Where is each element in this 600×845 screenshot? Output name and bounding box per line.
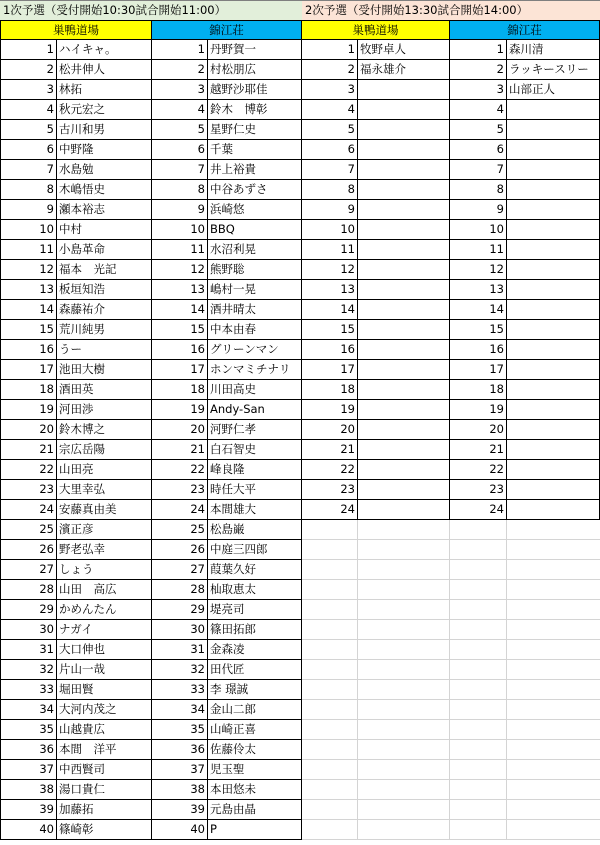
kinkoso-number-cell[interactable]: 35: [152, 720, 208, 740]
sugamo-name-cell[interactable]: 大里幸弘: [57, 480, 152, 500]
sugamo-number-cell[interactable]: 12: [0, 260, 57, 280]
kinkoso-number-cell[interactable]: 20: [450, 420, 507, 440]
sugamo-name-cell[interactable]: 本間 洋平: [57, 740, 152, 760]
kinkoso-number-cell[interactable]: 25: [152, 520, 208, 540]
sugamo-number-cell[interactable]: 1: [0, 40, 57, 60]
sugamo-name-cell[interactable]: 安藤真由美: [57, 500, 152, 520]
sugamo-name-cell[interactable]: 木嶋悟史: [57, 180, 152, 200]
kinkoso-number-cell[interactable]: 14: [152, 300, 208, 320]
gridline: [302, 759, 600, 760]
sugamo-number-cell[interactable]: 18: [0, 380, 57, 400]
sugamo-number-cell[interactable]: 39: [0, 800, 57, 820]
kinkoso-number-cell[interactable]: 14: [450, 300, 507, 320]
sugamo-number-cell[interactable]: 23: [0, 480, 57, 500]
kinkoso-number-cell[interactable]: 38: [152, 780, 208, 800]
sugamo-name-cell[interactable]: [358, 240, 450, 260]
kinkoso-number-cell[interactable]: 20: [152, 420, 208, 440]
kinkoso-name-cell[interactable]: 丹野賀一: [208, 40, 302, 60]
sugamo-number-cell[interactable]: 7: [0, 160, 57, 180]
gridline: [302, 539, 600, 540]
sugamo-name-cell[interactable]: 牧野卓人: [358, 40, 450, 60]
kinkoso-number-cell[interactable]: 18: [450, 380, 507, 400]
sugamo-name-cell[interactable]: 中村: [57, 220, 152, 240]
sugamo-name-cell[interactable]: [358, 420, 450, 440]
sugamo-name-cell[interactable]: 福永雄介: [358, 60, 450, 80]
sugamo-name-cell[interactable]: 片山一哉: [57, 660, 152, 680]
prelim1-title[interactable]: 1次予選（受付開始10:30試合開始11:00）: [0, 0, 302, 20]
sugamo-name-cell[interactable]: ハイキャ。: [57, 40, 152, 60]
kinkoso-number-cell[interactable]: 36: [152, 740, 208, 760]
gridline: [302, 819, 600, 820]
sugamo-name-cell[interactable]: 小島革命: [57, 240, 152, 260]
sugamo-name-cell[interactable]: 古川和男: [57, 120, 152, 140]
kinkoso-name-cell[interactable]: Andy-San: [208, 400, 302, 420]
sugamo-number-cell[interactable]: 5: [0, 120, 57, 140]
sugamo-number-cell[interactable]: 9: [302, 200, 358, 220]
kinkoso-number-cell[interactable]: 11: [450, 240, 507, 260]
kinkoso-number-cell[interactable]: 4: [450, 100, 507, 120]
kinkoso-number-cell[interactable]: 23: [152, 480, 208, 500]
sugamo-number-cell[interactable]: 25: [0, 520, 57, 540]
sugamo-name-cell[interactable]: 山田亮: [57, 460, 152, 480]
kinkoso-name-cell[interactable]: [507, 400, 600, 420]
gridline: [302, 599, 600, 600]
gridline: [302, 779, 600, 780]
sugamo-number-cell[interactable]: 20: [0, 420, 57, 440]
kinkoso-number-cell[interactable]: 28: [152, 580, 208, 600]
kinkoso-name-cell[interactable]: P: [208, 820, 302, 840]
sugamo-name-cell[interactable]: 中野隆: [57, 140, 152, 160]
sugamo-number-cell[interactable]: 17: [302, 360, 358, 380]
sugamo-number-cell[interactable]: 38: [0, 780, 57, 800]
gridline: [302, 579, 600, 580]
sugamo-number-cell[interactable]: 31: [0, 640, 57, 660]
sugamo-number-cell[interactable]: 21: [302, 440, 358, 460]
kinkoso-number-cell[interactable]: 30: [152, 620, 208, 640]
sugamo-number-cell[interactable]: 19: [302, 400, 358, 420]
sugamo-name-cell[interactable]: [358, 120, 450, 140]
kinkoso-number-cell[interactable]: 5: [152, 120, 208, 140]
kinkoso-number-cell[interactable]: 13: [152, 280, 208, 300]
sugamo-name-cell[interactable]: 松井伸人: [57, 60, 152, 80]
kinkoso-number-cell[interactable]: 2: [152, 60, 208, 80]
kinkoso-name-cell[interactable]: 酒井晴太: [208, 300, 302, 320]
sugamo-name-cell[interactable]: [358, 80, 450, 100]
gridline: [357, 520, 358, 840]
sugamo-number-cell[interactable]: 27: [0, 560, 57, 580]
sugamo-name-cell[interactable]: [358, 440, 450, 460]
kinkoso-name-cell[interactable]: [507, 140, 600, 160]
kinkoso-number-cell[interactable]: 15: [152, 320, 208, 340]
kinkoso-name-cell[interactable]: 浜崎悠: [208, 200, 302, 220]
sugamo-number-cell[interactable]: 4: [302, 100, 358, 120]
kinkoso-number-cell[interactable]: 15: [450, 320, 507, 340]
sugamo-number-cell[interactable]: 3: [302, 80, 358, 100]
kinkoso-name-cell[interactable]: 佐藤伶太: [208, 740, 302, 760]
kinkoso-name-cell[interactable]: 中本由春: [208, 320, 302, 340]
kinkoso-number-cell[interactable]: 7: [152, 160, 208, 180]
sugamo-name-cell[interactable]: 森藤祐介: [57, 300, 152, 320]
sugamo-number-cell[interactable]: 8: [302, 180, 358, 200]
sugamo-number-cell[interactable]: 16: [0, 340, 57, 360]
kinkoso-name-cell[interactable]: [507, 300, 600, 320]
sugamo-number-cell[interactable]: 9: [0, 200, 57, 220]
kinkoso-number-cell[interactable]: 29: [152, 600, 208, 620]
sugamo-number-cell[interactable]: 12: [302, 260, 358, 280]
sugamo-name-cell[interactable]: 野老弘幸: [57, 540, 152, 560]
sugamo-number-cell[interactable]: 15: [0, 320, 57, 340]
kinkoso-name-cell[interactable]: 本間雄大: [208, 500, 302, 520]
kinkoso-name-cell[interactable]: [507, 480, 600, 500]
sugamo-number-cell[interactable]: 4: [0, 100, 57, 120]
sugamo-number-cell[interactable]: 37: [0, 760, 57, 780]
kinkoso-number-cell[interactable]: 24: [450, 500, 507, 520]
sugamo-number-cell[interactable]: 10: [302, 220, 358, 240]
kinkoso-name-cell[interactable]: [507, 120, 600, 140]
sugamo-name-cell[interactable]: 福本 光記: [57, 260, 152, 280]
kinkoso-name-cell[interactable]: [507, 460, 600, 480]
kinkoso-name-cell[interactable]: 本田悠未: [208, 780, 302, 800]
sugamo-number-cell[interactable]: 40: [0, 820, 57, 840]
sugamo-number-cell[interactable]: 21: [0, 440, 57, 460]
kinkoso-name-cell[interactable]: 篠田拓郎: [208, 620, 302, 640]
sugamo-name-cell[interactable]: 宗広岳陽: [57, 440, 152, 460]
gridline: [506, 520, 507, 840]
sugamo-name-cell[interactable]: [358, 460, 450, 480]
kinkoso-name-cell[interactable]: 嶋村一晃: [208, 280, 302, 300]
kinkoso-number-cell[interactable]: 24: [152, 500, 208, 520]
sugamo-name-cell[interactable]: 荒川純男: [57, 320, 152, 340]
kinkoso-name-cell[interactable]: ラッキースリー: [507, 60, 600, 80]
kinkoso-number-cell[interactable]: 26: [152, 540, 208, 560]
kinkoso-number-cell[interactable]: 16: [152, 340, 208, 360]
kinkoso-number-cell[interactable]: 23: [450, 480, 507, 500]
sugamo-name-cell[interactable]: ナガイ: [57, 620, 152, 640]
prelim1-col-kinkoso-header[interactable]: 錦江荘: [152, 20, 302, 40]
sugamo-name-cell[interactable]: [358, 180, 450, 200]
kinkoso-name-cell[interactable]: [507, 320, 600, 340]
sugamo-number-cell[interactable]: 11: [0, 240, 57, 260]
kinkoso-name-cell[interactable]: 川田高史: [208, 380, 302, 400]
kinkoso-name-cell[interactable]: [507, 200, 600, 220]
sugamo-name-cell[interactable]: うー: [57, 340, 152, 360]
kinkoso-number-cell[interactable]: 9: [152, 200, 208, 220]
kinkoso-name-cell[interactable]: [507, 180, 600, 200]
sugamo-name-cell[interactable]: 林拓: [57, 80, 152, 100]
sugamo-name-cell[interactable]: 池田大樹: [57, 360, 152, 380]
kinkoso-number-cell[interactable]: 8: [152, 180, 208, 200]
gridline: [302, 839, 600, 840]
kinkoso-name-cell[interactable]: 李 璟誠: [208, 680, 302, 700]
sugamo-name-cell[interactable]: [358, 400, 450, 420]
sugamo-name-cell[interactable]: 板垣知浩: [57, 280, 152, 300]
kinkoso-name-cell[interactable]: 堤亮司: [208, 600, 302, 620]
sugamo-name-cell[interactable]: 堀田賢: [57, 680, 152, 700]
sugamo-name-cell[interactable]: [358, 500, 450, 520]
sugamo-number-cell[interactable]: 3: [0, 80, 57, 100]
sugamo-number-cell[interactable]: 33: [0, 680, 57, 700]
sugamo-number-cell[interactable]: 36: [0, 740, 57, 760]
sugamo-name-cell[interactable]: 湯口貴仁: [57, 780, 152, 800]
sugamo-name-cell[interactable]: 中西賢司: [57, 760, 152, 780]
kinkoso-number-cell[interactable]: 9: [450, 200, 507, 220]
kinkoso-number-cell[interactable]: 10: [152, 220, 208, 240]
kinkoso-number-cell[interactable]: 21: [152, 440, 208, 460]
prelim2-col-sugamo-header[interactable]: 巣鴨道場: [302, 20, 450, 40]
kinkoso-name-cell[interactable]: 井上裕貴: [208, 160, 302, 180]
gridline: [302, 719, 600, 720]
sugamo-number-cell[interactable]: 2: [0, 60, 57, 80]
sugamo-name-cell[interactable]: [358, 360, 450, 380]
sugamo-name-cell[interactable]: 山田 高広: [57, 580, 152, 600]
sugamo-number-cell[interactable]: 15: [302, 320, 358, 340]
gridline: [302, 739, 600, 740]
kinkoso-number-cell[interactable]: 19: [450, 400, 507, 420]
kinkoso-name-cell[interactable]: 中庭三四郎: [208, 540, 302, 560]
kinkoso-number-cell[interactable]: 2: [450, 60, 507, 80]
kinkoso-name-cell[interactable]: 児玉聖: [208, 760, 302, 780]
kinkoso-name-cell[interactable]: [507, 280, 600, 300]
sugamo-name-cell[interactable]: 鈴木博之: [57, 420, 152, 440]
sugamo-number-cell[interactable]: 2: [302, 60, 358, 80]
sugamo-number-cell[interactable]: 32: [0, 660, 57, 680]
sugamo-number-cell[interactable]: 10: [0, 220, 57, 240]
kinkoso-name-cell[interactable]: 金森凌: [208, 640, 302, 660]
sugamo-number-cell[interactable]: 1: [302, 40, 358, 60]
kinkoso-name-cell[interactable]: 河野仁孝: [208, 420, 302, 440]
kinkoso-number-cell[interactable]: 21: [450, 440, 507, 460]
sugamo-number-cell[interactable]: 18: [302, 380, 358, 400]
kinkoso-name-cell[interactable]: 熊野聡: [208, 260, 302, 280]
kinkoso-name-cell[interactable]: 田代匠: [208, 660, 302, 680]
kinkoso-name-cell[interactable]: 森川清: [507, 40, 600, 60]
kinkoso-number-cell[interactable]: 8: [450, 180, 507, 200]
sugamo-number-cell[interactable]: 8: [0, 180, 57, 200]
kinkoso-name-cell[interactable]: 峰良隆: [208, 460, 302, 480]
sugamo-name-cell[interactable]: [358, 340, 450, 360]
kinkoso-name-cell[interactable]: 村松朋広: [208, 60, 302, 80]
kinkoso-number-cell[interactable]: 11: [152, 240, 208, 260]
sugamo-name-cell[interactable]: [358, 480, 450, 500]
sugamo-number-cell[interactable]: 7: [302, 160, 358, 180]
sugamo-number-cell[interactable]: 14: [302, 300, 358, 320]
kinkoso-name-cell[interactable]: [507, 220, 600, 240]
sugamo-number-cell[interactable]: 14: [0, 300, 57, 320]
sugamo-number-cell[interactable]: 24: [302, 500, 358, 520]
sugamo-name-cell[interactable]: 瀬本裕志: [57, 200, 152, 220]
kinkoso-number-cell[interactable]: 22: [152, 460, 208, 480]
sugamo-number-cell[interactable]: 22: [0, 460, 57, 480]
sugamo-name-cell[interactable]: [358, 220, 450, 240]
kinkoso-name-cell[interactable]: グリーンマン: [208, 340, 302, 360]
kinkoso-number-cell[interactable]: 19: [152, 400, 208, 420]
kinkoso-name-cell[interactable]: [507, 260, 600, 280]
sugamo-number-cell[interactable]: 16: [302, 340, 358, 360]
kinkoso-number-cell[interactable]: 13: [450, 280, 507, 300]
kinkoso-name-cell[interactable]: [507, 100, 600, 120]
kinkoso-number-cell[interactable]: 12: [450, 260, 507, 280]
sugamo-name-cell[interactable]: [358, 100, 450, 120]
kinkoso-number-cell[interactable]: 27: [152, 560, 208, 580]
kinkoso-number-cell[interactable]: 34: [152, 700, 208, 720]
kinkoso-name-cell[interactable]: 山部正人: [507, 80, 600, 100]
sugamo-name-cell[interactable]: [358, 280, 450, 300]
kinkoso-name-cell[interactable]: BBQ: [208, 220, 302, 240]
kinkoso-name-cell[interactable]: 時任大平: [208, 480, 302, 500]
kinkoso-number-cell[interactable]: 12: [152, 260, 208, 280]
kinkoso-number-cell[interactable]: 32: [152, 660, 208, 680]
kinkoso-name-cell[interactable]: ホンマミチナリ: [208, 360, 302, 380]
sugamo-name-cell[interactable]: 大口伸也: [57, 640, 152, 660]
sugamo-name-cell[interactable]: しょう: [57, 560, 152, 580]
kinkoso-number-cell[interactable]: 4: [152, 100, 208, 120]
gridline: [302, 699, 600, 700]
sugamo-number-cell[interactable]: 17: [0, 360, 57, 380]
sugamo-name-cell[interactable]: 篠崎彰: [57, 820, 152, 840]
kinkoso-name-cell[interactable]: [507, 160, 600, 180]
sugamo-number-cell[interactable]: 13: [302, 280, 358, 300]
gridline: [449, 520, 450, 840]
sugamo-name-cell[interactable]: [358, 300, 450, 320]
sugamo-name-cell[interactable]: [358, 320, 450, 340]
kinkoso-name-cell[interactable]: [507, 500, 600, 520]
prelim2-title[interactable]: 2次予選（受付開始13:30試合開始14:00）: [302, 0, 600, 20]
kinkoso-number-cell[interactable]: 7: [450, 160, 507, 180]
kinkoso-name-cell[interactable]: 葭葉久好: [208, 560, 302, 580]
kinkoso-number-cell[interactable]: 6: [152, 140, 208, 160]
kinkoso-number-cell[interactable]: 18: [152, 380, 208, 400]
sugamo-name-cell[interactable]: 加藤拓: [57, 800, 152, 820]
sugamo-number-cell[interactable]: 22: [302, 460, 358, 480]
kinkoso-name-cell[interactable]: [507, 360, 600, 380]
sugamo-number-cell[interactable]: 35: [0, 720, 57, 740]
kinkoso-name-cell[interactable]: 白石智史: [208, 440, 302, 460]
kinkoso-number-cell[interactable]: 17: [152, 360, 208, 380]
kinkoso-number-cell[interactable]: 3: [152, 80, 208, 100]
gridline: [302, 619, 600, 620]
gridline: [302, 679, 600, 680]
kinkoso-number-cell[interactable]: 33: [152, 680, 208, 700]
kinkoso-name-cell[interactable]: 星野仁史: [208, 120, 302, 140]
gridline: [302, 559, 600, 560]
sugamo-number-cell[interactable]: 11: [302, 240, 358, 260]
sugamo-number-cell[interactable]: 30: [0, 620, 57, 640]
kinkoso-number-cell[interactable]: 17: [450, 360, 507, 380]
sugamo-number-cell[interactable]: 23: [302, 480, 358, 500]
kinkoso-name-cell[interactable]: 中谷あずさ: [208, 180, 302, 200]
sugamo-name-cell[interactable]: [358, 260, 450, 280]
sugamo-name-cell[interactable]: 濱正彦: [57, 520, 152, 540]
sugamo-number-cell[interactable]: 6: [0, 140, 57, 160]
prelim2-col-kinkoso-header[interactable]: 錦江荘: [450, 20, 600, 40]
kinkoso-name-cell[interactable]: [507, 340, 600, 360]
sugamo-name-cell[interactable]: 酒田英: [57, 380, 152, 400]
sugamo-number-cell[interactable]: 13: [0, 280, 57, 300]
sugamo-name-cell[interactable]: [358, 200, 450, 220]
sugamo-name-cell[interactable]: [358, 140, 450, 160]
kinkoso-name-cell[interactable]: [507, 240, 600, 260]
sugamo-name-cell[interactable]: 秋元宏之: [57, 100, 152, 120]
prelim1-col-sugamo-header[interactable]: 巣鴨道場: [0, 20, 152, 40]
sugamo-name-cell[interactable]: 大河内茂之: [57, 700, 152, 720]
kinkoso-name-cell[interactable]: 金山二郎: [208, 700, 302, 720]
sugamo-name-cell[interactable]: [358, 380, 450, 400]
sugamo-number-cell[interactable]: 19: [0, 400, 57, 420]
kinkoso-number-cell[interactable]: 22: [450, 460, 507, 480]
sugamo-name-cell[interactable]: 水島勉: [57, 160, 152, 180]
gridline: [302, 799, 600, 800]
kinkoso-number-cell[interactable]: 3: [450, 80, 507, 100]
kinkoso-name-cell[interactable]: 元島由晶: [208, 800, 302, 820]
kinkoso-number-cell[interactable]: 1: [450, 40, 507, 60]
gridline: [302, 659, 600, 660]
sugamo-number-cell[interactable]: 20: [302, 420, 358, 440]
kinkoso-name-cell[interactable]: [507, 380, 600, 400]
kinkoso-number-cell[interactable]: 1: [152, 40, 208, 60]
sugamo-number-cell[interactable]: 5: [302, 120, 358, 140]
sugamo-number-cell[interactable]: 34: [0, 700, 57, 720]
kinkoso-number-cell[interactable]: 31: [152, 640, 208, 660]
kinkoso-number-cell[interactable]: 37: [152, 760, 208, 780]
sugamo-number-cell[interactable]: 6: [302, 140, 358, 160]
kinkoso-name-cell[interactable]: 杣取恵太: [208, 580, 302, 600]
kinkoso-number-cell[interactable]: 10: [450, 220, 507, 240]
kinkoso-number-cell[interactable]: 39: [152, 800, 208, 820]
kinkoso-name-cell[interactable]: [507, 440, 600, 460]
sugamo-number-cell[interactable]: 29: [0, 600, 57, 620]
sugamo-name-cell[interactable]: [358, 160, 450, 180]
kinkoso-name-cell[interactable]: 越野沙耶佳: [208, 80, 302, 100]
kinkoso-name-cell[interactable]: [507, 420, 600, 440]
sugamo-name-cell[interactable]: かめんたん: [57, 600, 152, 620]
kinkoso-number-cell[interactable]: 5: [450, 120, 507, 140]
kinkoso-number-cell[interactable]: 40: [152, 820, 208, 840]
kinkoso-number-cell[interactable]: 6: [450, 140, 507, 160]
kinkoso-name-cell[interactable]: 水沼利晃: [208, 240, 302, 260]
sugamo-name-cell[interactable]: 河田渉: [57, 400, 152, 420]
sugamo-name-cell[interactable]: 山越貴広: [57, 720, 152, 740]
kinkoso-name-cell[interactable]: 松島巌: [208, 520, 302, 540]
kinkoso-name-cell[interactable]: 山崎正喜: [208, 720, 302, 740]
kinkoso-number-cell[interactable]: 16: [450, 340, 507, 360]
gridline: [302, 639, 600, 640]
sugamo-number-cell[interactable]: 28: [0, 580, 57, 600]
sugamo-number-cell[interactable]: 24: [0, 500, 57, 520]
sugamo-number-cell[interactable]: 26: [0, 540, 57, 560]
kinkoso-name-cell[interactable]: 千葉: [208, 140, 302, 160]
kinkoso-name-cell[interactable]: 鈴木 博彰: [208, 100, 302, 120]
